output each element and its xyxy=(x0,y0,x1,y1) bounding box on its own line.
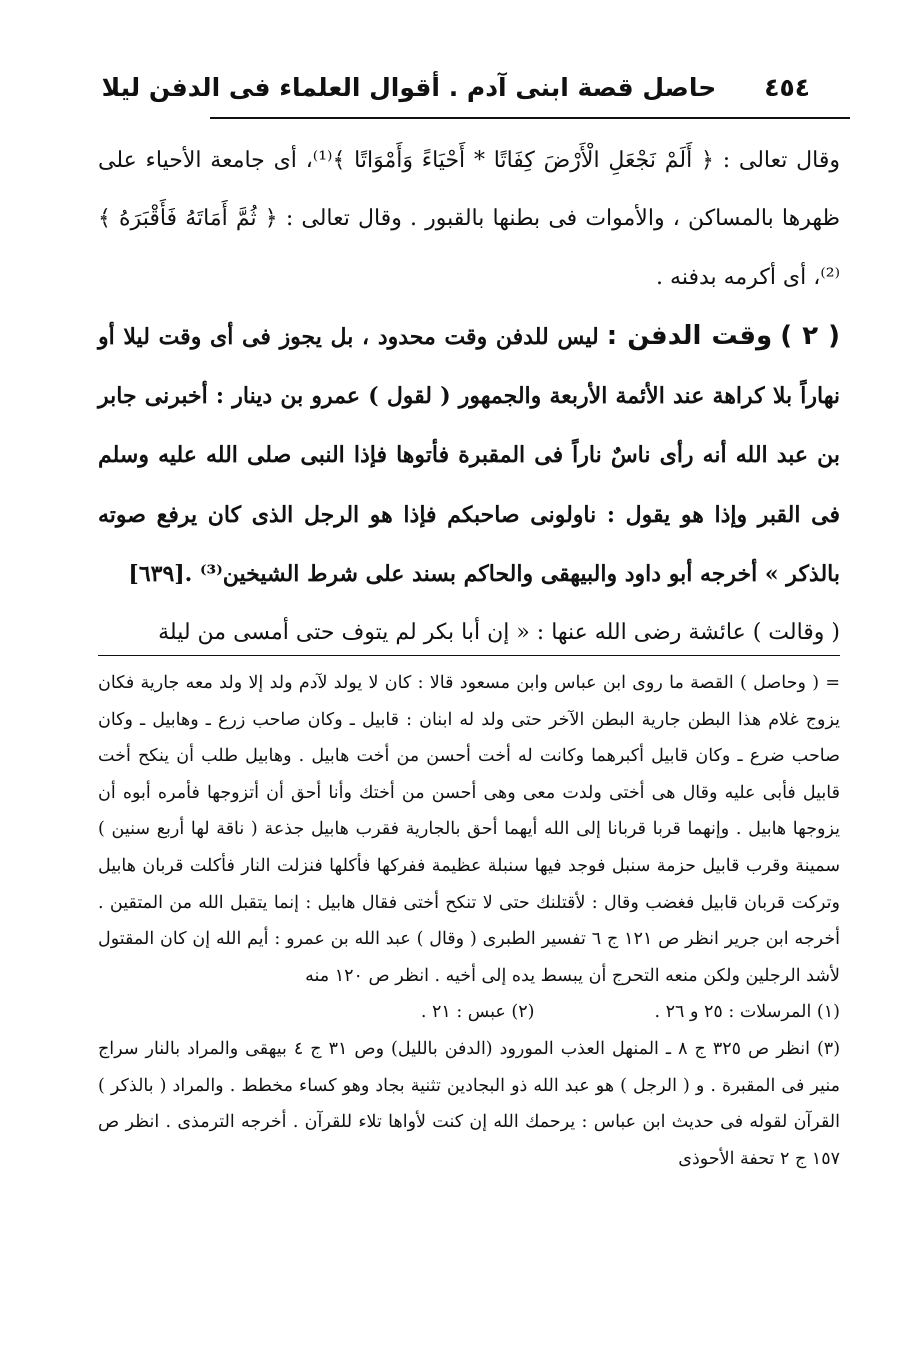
header-rule xyxy=(210,117,850,119)
paragraph-aisha: ( وقالت ) عائشة رضى الله عنها : « إن أبا بكر لم يتوف حتى أمسى من ليلة xyxy=(158,620,840,646)
page-number: ٤٥٤ xyxy=(764,72,810,102)
paragraph-burial-time xyxy=(98,307,840,604)
footnote-3: (٣) انظر ص ٣٢٥ ج ٨ ـ المنهل العذب المورود (الدفن بالليل) وص ٣١ ج ٤ بيهقى والمراد بالنار سراج منير فى المقبرة . و ( الرجل ) هو عبد الله ذو البجادين تثنية بجاد وهو كساء مخطط . والمراد ( بالذكر ) القرآن لقوله فى حديث ابن عباس : يرحمك الله إن كنت لأواها تلاء للقرآن . أخرجه الترمذى . انظر ص ١٥٧ ج ٢ تحفة الأحوذى xyxy=(98,1038,841,1169)
section-body: ليس للدفن وقت محدود ، بل يجوز فى أى وقت ليلا أو نهاراً بلا كراهة عند الأئمة الأربعة والجمهور ( لقول ) عمرو بن دينار : أخبرنى جابر بن عبد الله أنه رأى ناسٌ ناراً فى المقبرة فأتوها فإذا النبى صلى الله عليه وسلم فى القبر وإذا هو يقول : ناولونى صاحبكم فإذا هو الرجل الذى كان يرفع صوته بالذكر » أخرجه أبو داود والبيهقى والحاكم بسند على شرط الشيخين⁽³⁾ .[٦٣٩] xyxy=(98,323,840,588)
footnote-2: (٢) عبس : ٢١ . xyxy=(420,1002,535,1023)
footnote-refs-row xyxy=(98,994,840,1031)
running-title: حاصل قصة ابنى آدم . أقوال العلماء فى الدفن ليلا xyxy=(101,72,717,102)
page-header xyxy=(101,62,810,112)
paragraph-quran-verses: وقال تعالى : ﴿ أَلَمْ نَجْعَلِ الْأَرْضَ كِفَاتًا * أَحْيَاءً وَأَمْوَاتًا ﴾⁽¹⁾، أى جامعة الأحياء على ظهرها بالمساكن ، والأموات فى بطنها بالقبور . وقال تعالى : ﴿ ثُمَّ أَمَاتَهُ فَأَقْبَرَهُ ﴾⁽²⁾، أى أكرمه بدفنه . xyxy=(98,148,841,290)
section-title: وقت الدفن : xyxy=(606,320,773,351)
footnote-rule xyxy=(98,655,840,656)
section-number: ( ٢ ) xyxy=(780,320,841,351)
main-text xyxy=(98,132,840,663)
footnotes xyxy=(98,665,840,1177)
footnote-continuation: = ( وحاصل ) القصة ما روى ابن عباس وابن مسعود قالا : كان لا يولد لآدم ولد إلا ولد معه جارية فكان يزوج غلام هذا البطن جارية البطن الآخر حتى ولد له ابنان : قابيل ـ وكان صاحب زرع ـ وهابيل ـ وكان صاحب ضرع ـ وكان قابيل أكبرهما وكانت له أخت أحسن من أخت هابيل . وهابيل طلب أن ينكح أخت قابيل فأبى عليه وقال هى أختى ولدت معى وهى أحسن من أختك وأنا أحق أن أتزوجها فأمره أبوه أن يزوجها هابيل . وإنهما قربا قربانا إلى الله أيهما أحق بالجارية فقرب هابيل جذعة ( ناقة لها أربع سنين ) سمينة وقرب قابيل حزمة سنبل فوجد فيها سنبلة عظيمة ففركها فأكلها فنزلت النار فأكلت قربان هابيل وتركت قربان قابيل فغضب وقال : لأقتلنك حتى لا تنكح أختى فقال هابيل : إنما يتقبل الله من المتقين . أخرجه ابن جرير انظر ص ١٢١ ج ٦ تفسير الطبرى ( وقال ) عبد الله بن عمرو : أيم الله إن كان المقتول لأشد الرجلين ولكن منعه التحرج أن يبسط يده إلى أخيه . انظر ص ١٢٠ منه xyxy=(98,673,841,986)
footnote-1: (١) المرسلات : ٢٥ و ٢٦ . xyxy=(654,1002,840,1023)
